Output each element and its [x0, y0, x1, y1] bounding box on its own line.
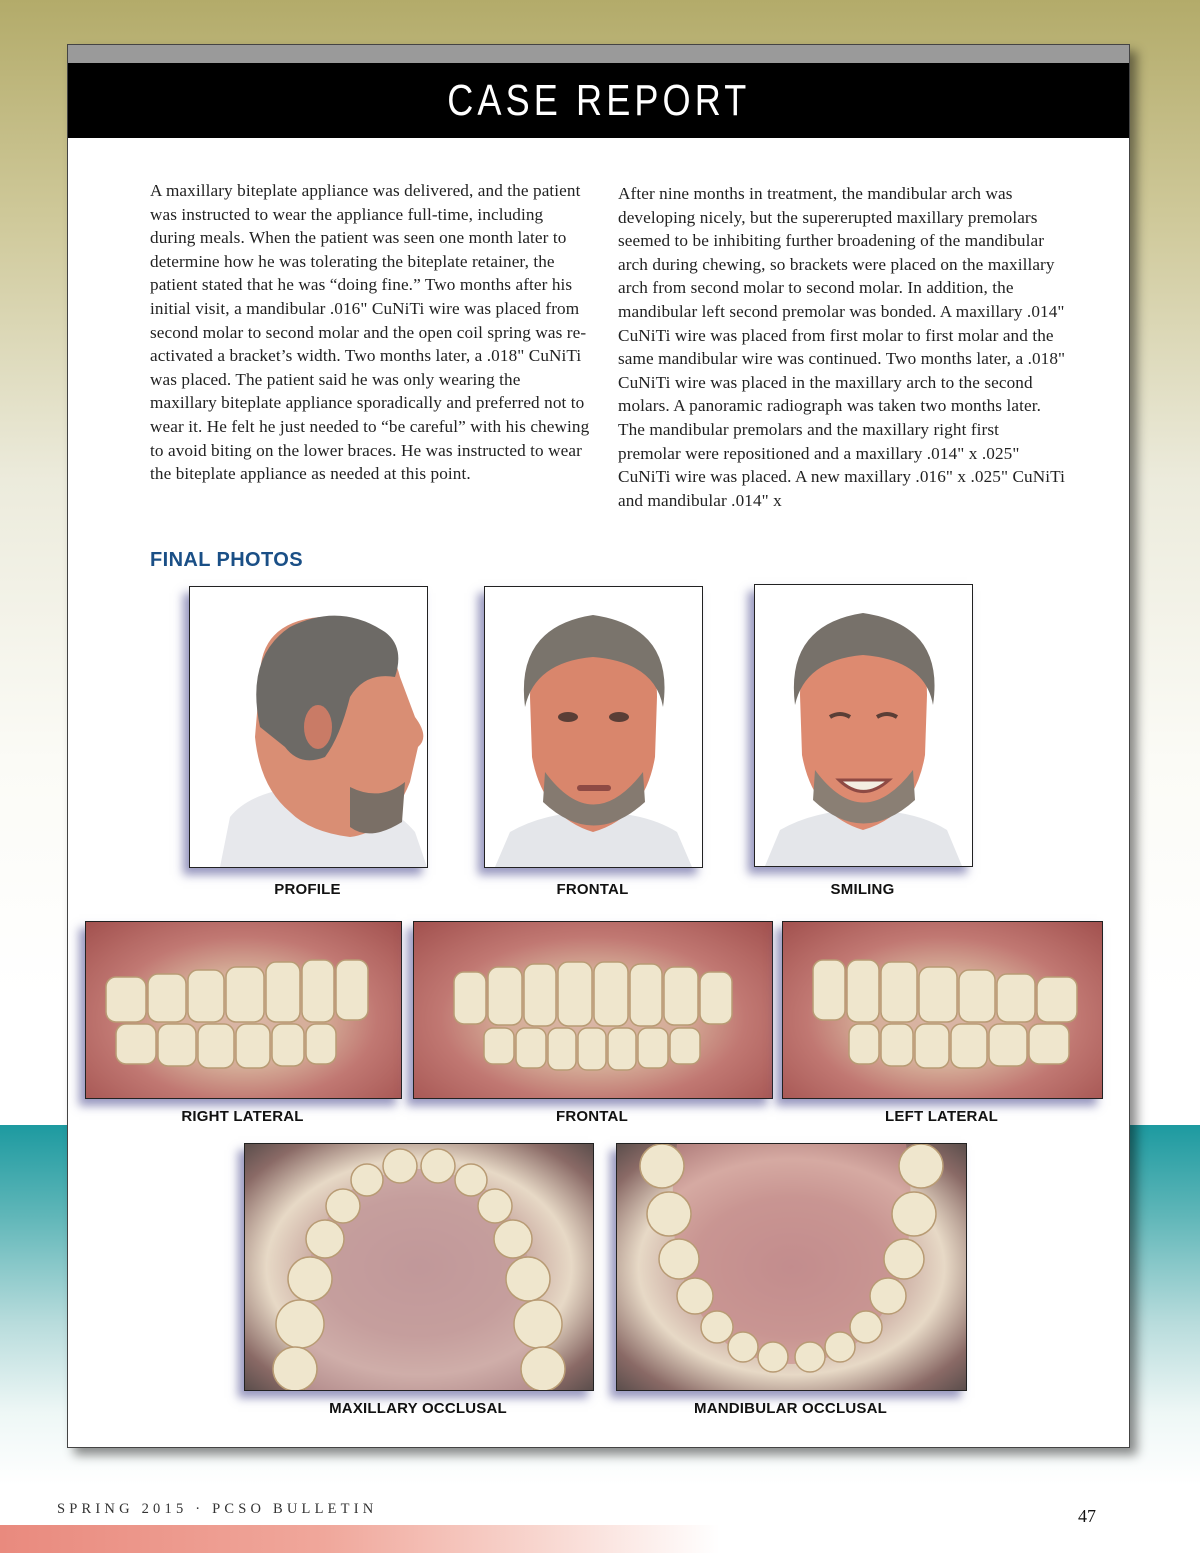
caption-left-lateral: LEFT LATERAL — [885, 1108, 998, 1125]
page-number: 47 — [1078, 1506, 1096, 1526]
maxillary-occlusal-photo — [244, 1143, 594, 1391]
caption-frontal-portrait: FRONTAL — [556, 881, 629, 898]
body-text-left-column: A maxillary biteplate appliance was delivered, and the patient was instructed to wear the appliance full-time, including during meals. When the patient was seen one month later to determine how he was tolerating the biteplate retainer, the patient stated that he was “doing fine.” Two months after his initial visit, a mandibular .016" CuNiTi wire was placed from second molar to second molar and the open coil spring was re-activated a bracket’s width. Two months later, a .018" CuNiTi was placed. The patient said he was only wearing the maxillary biteplate appliance sporadically and preferred not to wear it. He felt he just needed to “be careful” with his chewing to avoid biting on the lower braces. He was instructed to wear the biteplate appliance as needed at this point. — [150, 181, 590, 484]
card-top-bar — [68, 45, 1129, 63]
caption-frontal-intraoral: FRONTAL — [556, 1108, 628, 1125]
article-card — [67, 44, 1130, 1448]
frontal-intraoral-photo — [413, 921, 773, 1099]
caption-profile: PROFILE — [274, 881, 341, 898]
footer-accent-bar — [0, 1525, 720, 1553]
smiling-portrait-photo — [754, 584, 973, 867]
caption-smiling: SMILING — [830, 881, 895, 898]
mandibular-occlusal-photo — [616, 1143, 967, 1391]
frontal-portrait-photo — [484, 586, 703, 868]
body-text-right-column: After nine months in treatment, the mandibular arch was developing nicely, but the supererupted maxillary premolars seemed to be inhibiting further broadening of the mandibular arch during chewing, so brackets were placed on the maxillary arch from second molar to second molar. In addition, the mandibular left second premolar was bonded. A maxillary .014" CuNiTi wire was placed from first molar to first molar and the same mandibular wire was continued. Two months later, a .018" CuNiTi wire was placed in the maxillary arch to the second molars. A panoramic radiograph was taken two months later. The mandibular premolars and the maxillary right first premolar were repositioned and a maxillary .014" x .025" CuNiTi wire was placed. A new maxillary .016" x .025" CuNiTi and mandibular .014" x — [618, 184, 1066, 510]
page-title: CASE REPORT — [446, 75, 751, 125]
section-header — [68, 63, 1129, 138]
caption-maxillary-occlusal: MAXILLARY OCCLUSAL — [329, 1400, 507, 1417]
left-lateral-intraoral-photo — [782, 921, 1103, 1099]
caption-mandibular-occlusal: MANDIBULAR OCCLUSAL — [694, 1400, 887, 1417]
final-photos-heading: FINAL PHOTOS — [150, 549, 303, 571]
footer-publication: SPRING 2015 · PCSO BULLETIN — [57, 1501, 378, 1517]
caption-right-lateral: RIGHT LATERAL — [181, 1108, 304, 1125]
profile-photo — [189, 586, 428, 868]
right-lateral-intraoral-photo — [85, 921, 402, 1099]
